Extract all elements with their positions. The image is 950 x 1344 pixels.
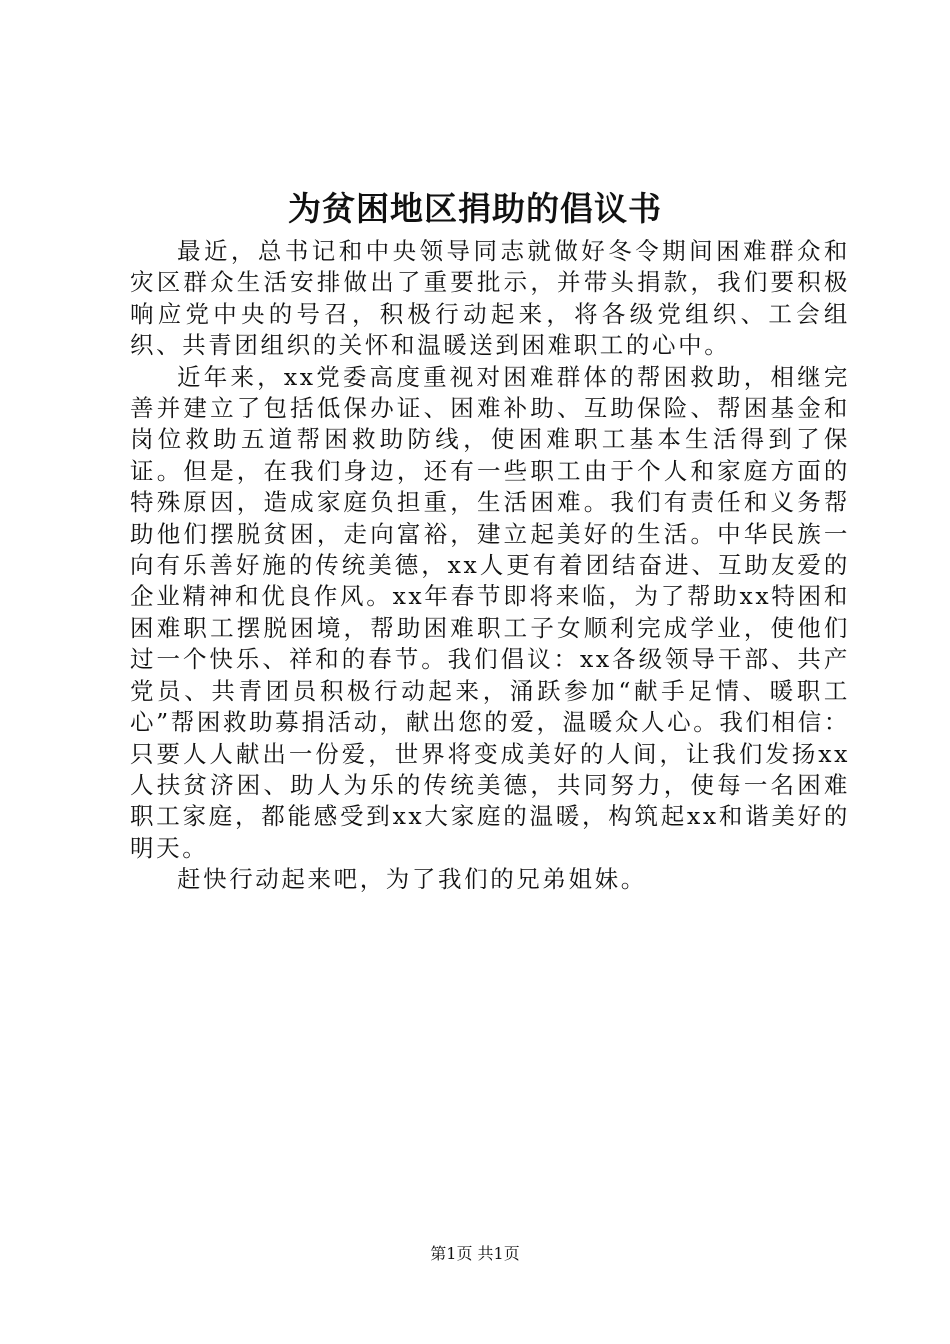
- paragraph-1: 最近，总书记和中央领导同志就做好冬令期间困难群众和灾区群众生活安排做出了重要批示，并带头捐款，我们要积极响应党中央的号召，积极行动起来，将各级党组织、工会组织、共青团组织的关怀和温暖送到困难职工的心中。: [130, 237, 850, 360]
- document-title: 为贫困地区捐助的倡议书: [288, 189, 662, 228]
- paragraph-3: 赶快行动起来吧，为了我们的兄弟姐妹。: [177, 865, 647, 894]
- page-footer: 第1页 共1页: [430, 1244, 520, 1263]
- paragraph-2: 近年来，xx党委高度重视对困难群体的帮困救助，相继完善并建立了包括低保办证、困难补助、互助保险、帮困基金和岗位救助五道帮困救助防线，使困难职工基本生活得到了保证。但是，在我们身边，还有一些职工由于个人和家庭方面的特殊原因，造成家庭负担重，生活困难。我们有责任和义务帮助他们摆脱贫困，走向富裕，建立起美好的生活。中华民族一向有乐善好施的传统美德，xx人更有着团结奋进、互助友爱的企业精神和优良作风。xx年春节即将来临，为了帮助xx特困和困难职工摆脱困境，帮助困难职工子女顺利完成学业，使他们过一个快乐、祥和的春节。我们倡议：xx各级领导干部、共产党员、共青团员积极行动起来，涌跃参加“献手足情、暖职工心”帮困救助募捐活动，献出您的爱，温暖众人心。我们相信：只要人人献出一份爱，世界将变成美好的人间，让我们发扬xx人扶贫济困、助人为乐的传统美德，共同努力，使每一名困难职工家庭，都能感受到xx大家庭的温暖，构筑起xx和谐美好的明天。: [130, 362, 850, 862]
- document-body: [130, 236, 850, 896]
